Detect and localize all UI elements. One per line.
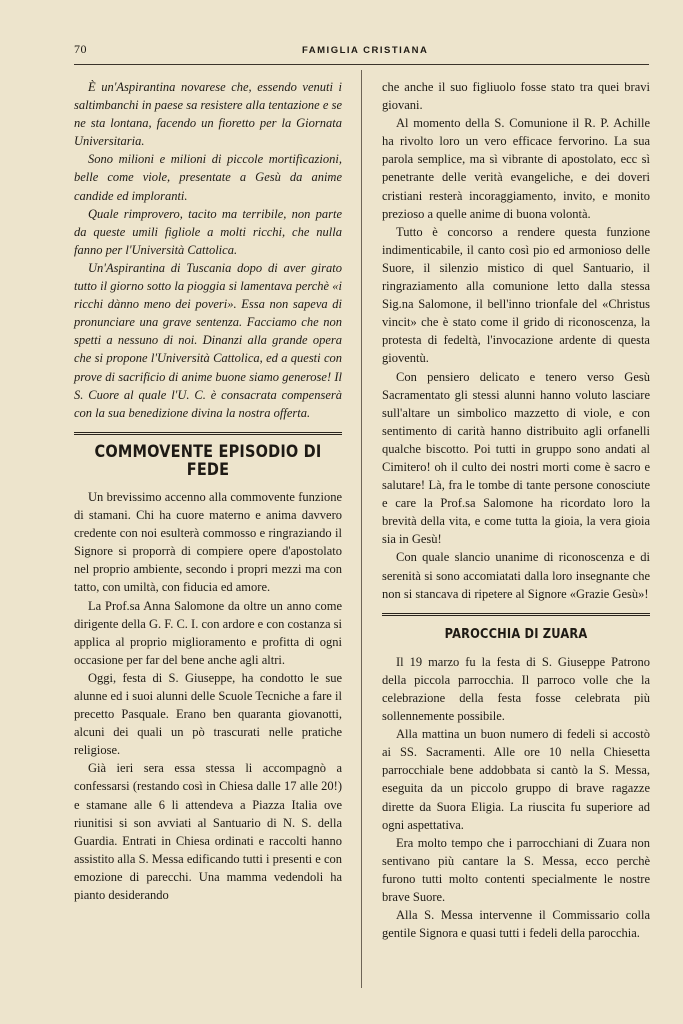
header-rule bbox=[74, 64, 649, 65]
intro-section bbox=[74, 78, 342, 422]
column-divider bbox=[361, 70, 362, 988]
article-title: PAROCCHIA DI ZUARA bbox=[444, 626, 588, 642]
right-column bbox=[382, 78, 650, 942]
article-paragraph: Il 19 marzo fu la festa di S. Giuseppe Patrono della piccola parrocchia. Il parroco volle che la celebrazione della festa fosse celebrata più sollennemente possibile. bbox=[382, 654, 650, 724]
article-paragraph: La Prof.sa Anna Salomone da oltre un anno come dirigente della G. F. C. I. con ardore e con costanza si applica al proprio miglioramento e profitta di ogni occasione per far del bene anche agli altri. bbox=[74, 598, 343, 667]
article-paragraph: Era molto tempo che i parrocchiani di Zuara non sentivano più cantare la S. Messa, ecco perchè furono tutti molto contenti specialmente le nostre brave Suore. bbox=[382, 835, 650, 905]
page-header bbox=[74, 40, 649, 62]
article-paragraph: Oggi, festa di S. Giuseppe, ha condotto le sue alunne ed i suoi alunni delle Scuole Tecniche a fare il precetto Pasquale. Erano ben quaranta giovanotti, alcuni dei quali un pò trascurati nelle pratiche religiose. bbox=[74, 670, 342, 758]
article-paragraph: Un brevissimo accenno alla commovente funzione di stamani. Chi ha cuore materno e anima davvero credente con noi esulterà commosso e ringraziando il Signore si proporrà di compiere opere d'apostolato nel proprio ambiente, secondo i propri mezzi ma con tatto, con umiltà, con fiducia ed amore. bbox=[74, 489, 342, 595]
section-rule bbox=[74, 432, 342, 435]
article-paragraph: Con pensiero delicato e tenero verso Gesù Sacramentato gli stessi alunni hanno voluto lasciare sull'altare un simbolico mazzetto di viole, e con sentimento di carità hanno distribuito agli orfanelli qualche biscotto. Poi tutti in gruppo sono andati al Cimitero! oh il culto dei nostri morti come è sacro e salutare! Là, fra le tombe di tante persone conosciute e care la Prof.sa Salomone ha ricordato loro la brevità della vita, e come tutta la gioia, la vera gioia sia in Gesù! bbox=[382, 369, 650, 547]
intro-paragraph: Quale rimprovero, tacito ma terribile, non parte da queste umili figliole a molti ricchi, che nulla fanno per l'Università Cattolica. bbox=[74, 206, 342, 257]
intro-paragraph: Sono milioni e milioni di piccole mortificazioni, belle come viole, presentate a Gesù da anime candide ed imploranti. bbox=[74, 152, 342, 203]
intro-paragraph: Un'Aspirantina di Tuscania dopo di aver girato tutto il giorno sotto la pioggia si lamentava perchè «i ricchi dànno meno dei poveri». Essa non sapeva di pronunciare una grave sentenza. Facciamo che non spetti a nessuno di noi. Dinanzi alla grande opera che si propone l'Università Cattolica, ed a questi con prove di sacrificio di anime buone siamo generose! Il S. Cuore al quale l'U. C. è consacrata compenserà con la sua benedizione divina la nostra offerta. bbox=[74, 260, 342, 420]
running-title: FAMIGLIA CRISTIANA bbox=[302, 45, 429, 56]
article-paragraph: Al momento della S. Comunione il R. P. Achille ha rivolto loro un vero efficace fervorino. La sua parola semplice, ma sì vibrante di apostolato, ecc sì penetrante delle verità evangeliche, e dei doveri cristiani resterà incoraggiamento, invito, e monito prezioso a quelle anime di buona volontà. bbox=[382, 116, 650, 221]
article-paragraph: Alla mattina un buon numero di fedeli si accostò ai SS. Sacramenti. Alle ore 10 nella Chiesetta parrocchiale bene addobbata si cantò la S. Messa, eseguita da un piccolo gruppo di brave ragazze dirette da Suora Eligia. La riuscita fu superiore ad ogni aspettativa. bbox=[382, 727, 650, 832]
article-paragraph: che anche il suo figliuolo fosse stato tra quei bravi giovani. bbox=[382, 80, 650, 113]
article-paragraph: Già ieri sera essa stessa li accompagnò a confessarsi (restando così in Chiesa dalle 17 alle 20!) e stamane alle 6 li attendeva a Piazza Italia ove riunitisi si son avviati al Santuario di N. S. della Guardia. Entrati in Chiesa ordinati e raccolti hanno assistito alla S. Messa edificando tutti i presenti e con emozione di parecchi. Una mamma vedendoli ha pianto desiderando bbox=[74, 761, 342, 903]
article-paragraph: Con quale slancio unanime di riconoscenza e di serenità si sono accomiatati dalla loro insegnante che non si stancava di ripetere al Signore «Grazie Gesù»! bbox=[382, 550, 650, 601]
page-number: 70 bbox=[74, 42, 87, 56]
left-column bbox=[74, 78, 342, 904]
section-rule bbox=[382, 613, 650, 616]
intro-paragraph: È un'Aspirantina novarese che, essendo venuti i saltimbanchi in paese sa resistere alla tentazione e se ne sta lontana, facendo un fioretto per la Giornata Universitaria. bbox=[74, 80, 342, 149]
article-title: COMMOVENTE EPISODIO DI FEDE bbox=[94, 441, 322, 479]
article-paragraph: Alla S. Messa intervenne il Commissario colla gentile Signora e quasi tutti i fedeli della parocchia. bbox=[382, 908, 650, 941]
article-paragraph: Tutto è concorso a rendere questa funzione indimenticabile, il canto così pio ed armonioso delle Suore, il silenzio mistico di quel Santuario, il ringraziamento alla comunione letto dalla stessa Sig.na Salomone, il bell'inno trionfale del «Christus vincit» che è stato come il grido di riconoscenza, la protesta di fedeltà, l'invocazione ardente di questa gioventù. bbox=[382, 224, 650, 366]
